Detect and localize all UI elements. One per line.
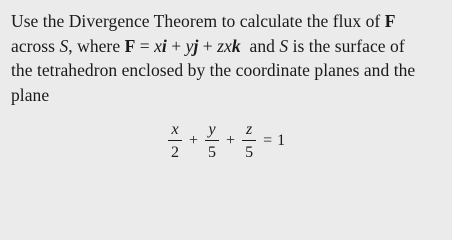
unit-vector-k: k bbox=[231, 35, 241, 56]
plus-1: + bbox=[166, 35, 186, 56]
plus-sign: + bbox=[189, 132, 199, 149]
plus-2: + bbox=[198, 35, 218, 56]
equals-sign-eq: = bbox=[263, 132, 273, 149]
text-surface-of: is the surface of bbox=[288, 35, 405, 56]
unit-vector-i: i bbox=[161, 35, 167, 56]
problem-line-1 bbox=[11, 9, 443, 34]
vector-field-F-2: F bbox=[124, 35, 136, 56]
problem-line-3: the tetrahedron enclosed by the coordinate planes and the bbox=[11, 60, 416, 80]
vector-field-F: F bbox=[384, 11, 396, 31]
denominator-x: 2 bbox=[171, 144, 179, 161]
fraction-x bbox=[168, 121, 182, 161]
text-where: , where bbox=[68, 35, 125, 56]
problem-text bbox=[11, 9, 443, 107]
denominator-z: 5 bbox=[245, 144, 254, 161]
fraction-z bbox=[242, 121, 256, 161]
denominator-y: 5 bbox=[208, 144, 217, 161]
unit-vector-j: j bbox=[193, 35, 199, 56]
fraction-y bbox=[205, 121, 219, 161]
numerator-x: x bbox=[171, 121, 179, 138]
fraction-bar bbox=[242, 140, 256, 141]
equation-rhs: 1 bbox=[277, 132, 286, 149]
component-x: x bbox=[154, 35, 162, 56]
text-and: and bbox=[240, 35, 280, 56]
problem-line-2 bbox=[11, 34, 443, 59]
fraction-bar bbox=[168, 140, 182, 141]
surface-symbol-2: S bbox=[279, 35, 289, 56]
plus-sign: + bbox=[226, 132, 236, 149]
numerator-z: z bbox=[245, 121, 253, 138]
text-across: across bbox=[11, 35, 60, 56]
problem-line-1-text: Use the Divergence Theorem to calculate the flux of bbox=[11, 11, 385, 31]
equals-sign: = bbox=[135, 35, 155, 56]
component-zx: zx bbox=[217, 35, 232, 56]
component-y: y bbox=[185, 35, 194, 56]
numerator-y: y bbox=[208, 121, 216, 138]
plane-equation bbox=[166, 118, 285, 164]
fraction-bar bbox=[205, 140, 219, 141]
surface-symbol: S bbox=[59, 35, 69, 56]
problem-line-4: plane bbox=[11, 84, 50, 105]
